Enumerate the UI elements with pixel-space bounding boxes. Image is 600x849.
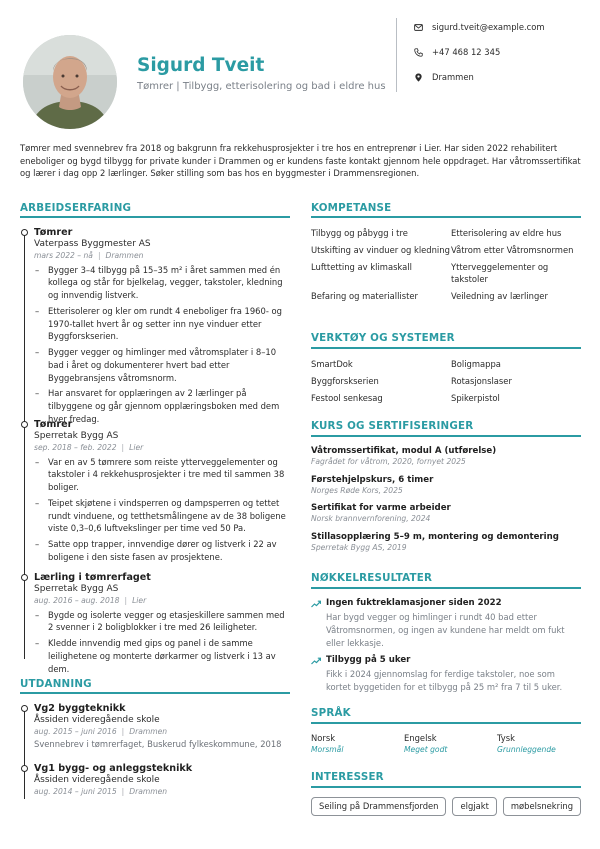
tool-item: Festool senkesag bbox=[311, 392, 383, 403]
job-meta: sep. 2018 – feb. 2022 | Lier bbox=[34, 443, 144, 453]
tools-list bbox=[311, 358, 581, 404]
achievement-title: Tilbygg på 5 uker bbox=[326, 655, 411, 665]
language-level: Morsmål bbox=[311, 744, 344, 754]
section-title-skills: KOMPETANSE bbox=[311, 202, 392, 214]
tool-item: Rotasjonslaser bbox=[451, 375, 512, 386]
contact-phone[interactable] bbox=[414, 46, 500, 58]
education-dates: aug. 2015 – juni 2016 bbox=[34, 727, 117, 737]
section-rule-experience bbox=[20, 216, 290, 218]
achievement-heading bbox=[311, 598, 581, 609]
course-title: Stillasopplæring 5–9 m, montering og demontering bbox=[311, 532, 559, 542]
phone-text: +47 468 12 345 bbox=[432, 47, 501, 57]
timeline-dot bbox=[21, 765, 28, 772]
course-meta: Norsk brannvernforening, 2024 bbox=[311, 514, 431, 524]
list-item: – Satte opp trapper, innvendige dører og listverk i 22 av boligene i den siste fasen av prosjektene. bbox=[34, 538, 290, 564]
skills-list bbox=[311, 227, 581, 303]
job-place: Lier bbox=[129, 443, 144, 453]
interest-tag: elgjakt bbox=[452, 797, 496, 816]
language-name: Norsk bbox=[311, 733, 336, 743]
school-name: Åssiden videregående skole bbox=[34, 714, 160, 725]
job-bullets bbox=[34, 609, 290, 676]
phone-icon bbox=[414, 48, 423, 57]
education-dates: aug. 2014 – juni 2015 bbox=[34, 787, 117, 797]
section-title-tools: VERKTØY OG SYSTEMER bbox=[311, 332, 455, 344]
skill-item: Ytterveggelementer og takstoler bbox=[451, 261, 549, 285]
course-title: Sertifikat for varme arbeider bbox=[311, 503, 451, 513]
skill-item: Utskifting av vinduer og kledning bbox=[311, 244, 450, 255]
section-rule-courses bbox=[311, 435, 581, 437]
timeline-dot bbox=[21, 421, 28, 428]
headline: Tømrer | Tilbygg, etterisolering og bad i eldre hus bbox=[137, 81, 386, 92]
course-meta: Sperretak Bygg AS, 2019 bbox=[311, 543, 407, 553]
section-rule-tools bbox=[311, 347, 581, 349]
section-rule-achievements bbox=[311, 587, 581, 589]
tool-item: Boligmappa bbox=[451, 359, 501, 369]
skill-item: Veiledning av lærlinger bbox=[451, 291, 548, 302]
degree-title: Vg2 byggteknikk bbox=[34, 703, 126, 714]
course-meta: Fagrådet for våtrom, 2020, fornyet 2025 bbox=[311, 457, 466, 467]
job-place: Lier bbox=[132, 596, 147, 606]
list-item: – Bygger vegger og himlinger med våtromsplater i 8–10 bad i året og dokumenterer hvert bad etter Byggebransjens våtromsnorm. bbox=[34, 346, 290, 384]
timeline-dot bbox=[21, 705, 28, 712]
skill-item: Befaring og materiallister bbox=[311, 291, 418, 302]
course-title: Førstehjelpskurs, 6 timer bbox=[311, 475, 434, 485]
job-place: Drammen bbox=[105, 251, 144, 261]
list-item: – Etterisolerer og kler om rundt 4 eneboliger fra 1960- og 1970-tallet hvert år og setter inn nye vinduer etter Byggforskserien. bbox=[34, 305, 290, 343]
language-level: Meget godt bbox=[404, 744, 448, 754]
list-item: – Kledde innvendig med gips og panel i de samme leilighetene og monterte dørkarmer og listverk i 13 av dem. bbox=[34, 637, 290, 675]
tool-item: Byggforskserien bbox=[311, 375, 379, 386]
job-title: Lærling i tømrerfaget bbox=[34, 572, 151, 583]
email-text: sigurd.tveit@example.com bbox=[432, 22, 545, 32]
list-item: – Bygde og isolerte vegger og etasjeskillere sammen med 2 svenner i 2 boligblokker i tre med 26 leiligheter. bbox=[34, 609, 290, 635]
trend-up-icon bbox=[311, 600, 321, 608]
section-title-experience: ARBEIDSERFARING bbox=[20, 202, 132, 214]
language-item bbox=[311, 733, 343, 755]
school-name: Åssiden videregående skole bbox=[34, 774, 160, 785]
course-item bbox=[311, 446, 581, 468]
experience-item bbox=[34, 227, 290, 429]
interest-tag: møbelsnekring bbox=[503, 797, 581, 816]
tool-item: SmartDok bbox=[311, 359, 353, 369]
envelope-icon bbox=[414, 23, 423, 32]
job-title: Tømrer bbox=[34, 227, 73, 238]
achievement-title: Ingen fuktreklamasjoner siden 2022 bbox=[326, 598, 502, 608]
language-name: Tysk bbox=[497, 733, 515, 743]
timeline-line-experience bbox=[24, 233, 25, 659]
skill-item: Etterisolering av eldre hus bbox=[451, 228, 562, 238]
achievement-heading bbox=[311, 655, 581, 666]
education-meta: aug. 2015 – juni 2016 | Drammen bbox=[34, 727, 168, 737]
section-rule-interests bbox=[311, 786, 581, 788]
language-name: Engelsk bbox=[404, 733, 437, 743]
language-level: Grunnleggende bbox=[497, 744, 556, 754]
map-pin-icon bbox=[414, 73, 423, 82]
experience-item bbox=[34, 572, 290, 678]
education-description: Svennebrev i tømrerfaget, Buskerud fylkeskommune, 2018 bbox=[34, 738, 282, 749]
job-employer: Vaterpass Byggmester AS bbox=[34, 238, 151, 249]
job-employer: Sperretak Bygg AS bbox=[34, 430, 119, 441]
education-place: Drammen bbox=[129, 727, 168, 737]
course-item bbox=[311, 475, 581, 497]
section-title-education: UTDANNING bbox=[20, 678, 92, 690]
timeline-line-education bbox=[24, 709, 25, 799]
timeline-dot bbox=[21, 574, 28, 581]
course-title: Våtromssertifikat, modul A (utførelse) bbox=[311, 446, 497, 456]
section-title-achievements: NØKKELRESULTATER bbox=[311, 572, 433, 584]
job-dates: aug. 2016 – aug. 2018 bbox=[34, 596, 120, 606]
job-meta: mars 2022 – nå | Drammen bbox=[34, 251, 144, 261]
job-bullets bbox=[34, 264, 290, 426]
section-title-courses: KURS OG SERTIFISERINGER bbox=[311, 420, 474, 432]
achievement-item bbox=[311, 598, 581, 649]
job-employer: Sperretak Bygg AS bbox=[34, 583, 119, 594]
list-item: – Teipet skjøtene i vindsperren og dampsperren og tettet rundt vinduene, og tetthetsmålingene av de 38 boligene viste 0,3–0,6 luftvekslinger per time ved 50 Pa. bbox=[34, 497, 290, 535]
job-dates: mars 2022 – nå bbox=[34, 251, 93, 261]
section-rule-education bbox=[20, 692, 290, 694]
list-item: – Bygger 3–4 tilbygg på 15–35 m² i året sammen med én kollega og står for bjelkelag, vegger, takstoler, kledning og innvendig listverk. bbox=[34, 264, 290, 302]
education-item bbox=[34, 763, 290, 798]
list-item: – Har ansvaret for opplæringen av 2 lærlinger på tilbyggene og går gjennom opplæringsboken med dem hver fredag. bbox=[34, 387, 290, 425]
job-bullets bbox=[34, 456, 290, 564]
trend-up-icon bbox=[311, 657, 321, 665]
achievement-description: Har bygd vegger og himlinger i rundt 40 bad etter Våtromsnormen, og ingen av kundene har meldt om fukt eller lekkasje. bbox=[326, 612, 565, 648]
tool-item: Spikerpistol bbox=[451, 392, 500, 403]
section-rule-languages bbox=[311, 722, 581, 724]
achievement-item bbox=[311, 655, 581, 694]
achievement-description: Fikk i 2024 gjennomslag for ferdige takstoler, noe som kortet byggetiden for et tilbygg på 25 m² fra 7 til 5 uker. bbox=[326, 669, 563, 692]
education-item bbox=[34, 703, 290, 750]
degree-title: Vg1 bygg- og anleggsteknikk bbox=[34, 763, 193, 774]
person-name: Sigurd Tveit bbox=[137, 55, 265, 76]
course-meta: Norges Røde Kors, 2025 bbox=[311, 486, 403, 496]
timeline-dot bbox=[21, 229, 28, 236]
interest-tags bbox=[311, 797, 581, 816]
header-divider bbox=[396, 18, 397, 92]
course-item bbox=[311, 503, 581, 525]
experience-item bbox=[34, 419, 290, 567]
contact-location bbox=[414, 71, 474, 83]
profile-summary: Tømrer med svennebrev fra 2018 og bakgrunn fra rekkehusprosjekter i tre hos en entreprenør i Lier. Har siden 2022 rehabilitert eneboliger og bygd tilbygg for private kunder i Drammen og er kundens faste kontakt gjennom hele oppdraget. Har våtromssertifikat og lærer i dag opp 2 lærlinger. Søker stilling som bas hos en byggmester i Drammensregionen. bbox=[20, 143, 581, 179]
skill-item: Lufttetting av klimaskall bbox=[311, 261, 412, 272]
skill-item: Tilbygg og påbygg i tre bbox=[311, 228, 408, 238]
job-title: Tømrer bbox=[34, 419, 73, 430]
location-text: Drammen bbox=[432, 72, 474, 82]
contact-email[interactable] bbox=[414, 21, 545, 33]
education-meta: aug. 2014 – juni 2015 | Drammen bbox=[34, 787, 168, 797]
job-dates: sep. 2018 – feb. 2022 bbox=[34, 443, 117, 453]
avatar bbox=[23, 35, 117, 129]
section-title-languages: SPRÅK bbox=[311, 707, 351, 719]
interest-tag: Seiling på Drammensfjorden bbox=[311, 797, 446, 816]
list-item: – Var en av 5 tømrere som reiste ytterveggelementer og takstoler i 4 rekkehusprosjekter i tre med til sammen 38 boliger. bbox=[34, 456, 290, 494]
education-place: Drammen bbox=[129, 787, 168, 797]
language-item bbox=[497, 733, 556, 755]
section-title-interests: INTERESSER bbox=[311, 771, 384, 783]
language-item bbox=[404, 733, 447, 755]
course-item bbox=[311, 532, 581, 554]
skill-item: Våtrom etter Våtromsnormen bbox=[451, 244, 574, 255]
section-rule-skills bbox=[311, 216, 581, 218]
job-meta: aug. 2016 – aug. 2018 | Lier bbox=[34, 596, 147, 606]
